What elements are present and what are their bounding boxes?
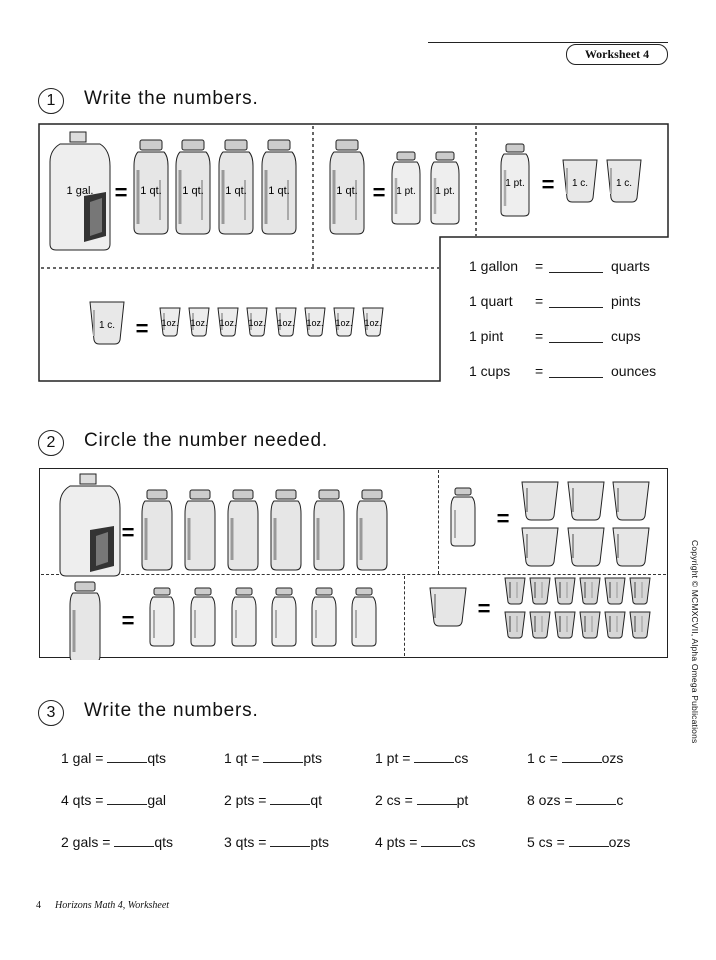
problem-row [61, 834, 173, 850]
equation-equals: = [535, 363, 544, 379]
equals-sign: = [121, 608, 135, 633]
answer-blank[interactable] [270, 804, 310, 805]
equation-unit: pints [611, 293, 641, 309]
pint-label: 1 pt. [505, 178, 525, 189]
problem-unit: pts [303, 750, 322, 766]
problem-text: 2 cs = [375, 792, 413, 808]
page-footer [36, 900, 169, 911]
equation-left: 1 quart [469, 293, 513, 309]
answer-blank[interactable] [549, 328, 603, 343]
quart-label: 1 qt. [225, 185, 247, 197]
equals-sign: = [477, 596, 491, 621]
problem-unit: pt [456, 792, 469, 808]
section-2-number: 2 [38, 430, 64, 456]
problem-unit: qts [147, 750, 167, 766]
ounce-label: 1oz. [219, 318, 237, 328]
equals-sign: = [135, 316, 149, 341]
ounce-label: 1oz. [335, 318, 353, 328]
problem-text: 4 pts = [375, 834, 418, 850]
problem-row [527, 792, 623, 808]
problem-unit: gal [147, 792, 166, 808]
ounce-label: 1oz. [190, 318, 208, 328]
section-1-title: Write the numbers. [84, 88, 259, 109]
section-1-number: 1 [38, 88, 64, 114]
problem-row [527, 750, 623, 766]
ounce-label: 1oz. [364, 318, 382, 328]
answer-blank[interactable] [114, 846, 154, 847]
equation-row [469, 258, 669, 293]
answer-blank[interactable] [263, 762, 303, 763]
problem-text: 1 c = [527, 750, 558, 766]
section-3-number: 3 [38, 700, 64, 726]
section-1-equations [469, 258, 669, 398]
problem-unit: ozs [608, 834, 631, 850]
problem-row [375, 834, 475, 850]
equation-row [469, 363, 669, 398]
equals-sign: = [541, 172, 555, 197]
problem-unit: cs [454, 750, 469, 766]
ounce-label: 1oz. [277, 318, 295, 328]
problem-row [224, 750, 322, 766]
problem-unit: pts [310, 834, 329, 850]
quart-label: 1 qt. [182, 185, 204, 197]
problem-text: 3 qts = [224, 834, 267, 850]
problem-row [375, 750, 468, 766]
ounce-label: 1oz. [306, 318, 324, 328]
problem-row [224, 792, 322, 808]
section-3-title: Write the numbers. [84, 700, 259, 721]
cup-label: 1 c. [615, 178, 633, 189]
problem-unit: ozs [601, 750, 624, 766]
equals-sign: = [372, 180, 386, 205]
answer-blank[interactable] [270, 846, 310, 847]
ounce-label: 1oz. [161, 318, 179, 328]
quart-label: 1 qt. [140, 185, 162, 197]
equation-unit: quarts [611, 258, 650, 274]
problem-text: 2 gals = [61, 834, 111, 850]
equals-sign: = [114, 180, 128, 205]
cup-label: 1 c. [571, 178, 589, 189]
problem-unit: qt [310, 792, 322, 808]
problem-text: 1 qt = [224, 750, 260, 766]
book-title: Horizons Math 4, Worksheet [55, 900, 170, 911]
problem-row [61, 792, 166, 808]
answer-blank[interactable] [421, 846, 461, 847]
answer-blank[interactable] [549, 293, 603, 308]
problem-unit: qts [154, 834, 174, 850]
quart-label: 1 qt. [336, 185, 358, 197]
problem-unit: c [616, 792, 624, 808]
answer-blank[interactable] [414, 762, 454, 763]
equation-equals: = [535, 258, 544, 274]
equation-row [469, 293, 669, 328]
problem-text: 8 ozs = [527, 792, 573, 808]
pint-label: 1 pt. [435, 186, 455, 197]
answer-blank[interactable] [107, 762, 147, 763]
ounce-label: 1oz. [248, 318, 266, 328]
problem-row [61, 750, 166, 766]
problem-text: 5 cs = [527, 834, 565, 850]
problem-row [527, 834, 630, 850]
answer-blank[interactable] [569, 846, 609, 847]
answer-blank[interactable] [576, 804, 616, 805]
worksheet-badge: Worksheet 4 [566, 44, 668, 65]
problem-row [375, 792, 468, 808]
equation-left: 1 cups [469, 363, 511, 379]
answer-blank[interactable] [562, 762, 602, 763]
copyright-notice: Copyright © MCMXCVII, Alpha Omega Publications [690, 540, 700, 744]
equation-unit: cups [611, 328, 641, 344]
equals-sign: = [121, 520, 135, 545]
quart-label: 1 qt. [268, 185, 290, 197]
answer-blank[interactable] [549, 258, 603, 273]
equation-equals: = [535, 328, 544, 344]
answer-blank[interactable] [107, 804, 147, 805]
problem-unit: cs [461, 834, 476, 850]
problem-text: 1 gal = [61, 750, 104, 766]
pint-label: 1 pt. [396, 186, 416, 197]
problem-text: 1 pt = [375, 750, 411, 766]
cup-label: 1 c. [98, 320, 116, 331]
problem-text: 4 qts = [61, 792, 104, 808]
equation-equals: = [535, 293, 544, 309]
gallon-label: 1 gal. [66, 185, 94, 197]
page-number: 4 [36, 900, 41, 911]
section-2-title: Circle the number needed. [84, 430, 328, 451]
equation-row [469, 328, 669, 363]
answer-blank[interactable] [549, 363, 603, 378]
problem-row [224, 834, 329, 850]
answer-blank[interactable] [417, 804, 457, 805]
equation-left: 1 gallon [469, 258, 519, 274]
equation-unit: ounces [611, 363, 657, 379]
section-2-illustrations [0, 460, 716, 660]
equation-left: 1 pint [469, 328, 504, 344]
equals-sign: = [496, 506, 510, 531]
problem-text: 2 pts = [224, 792, 267, 808]
